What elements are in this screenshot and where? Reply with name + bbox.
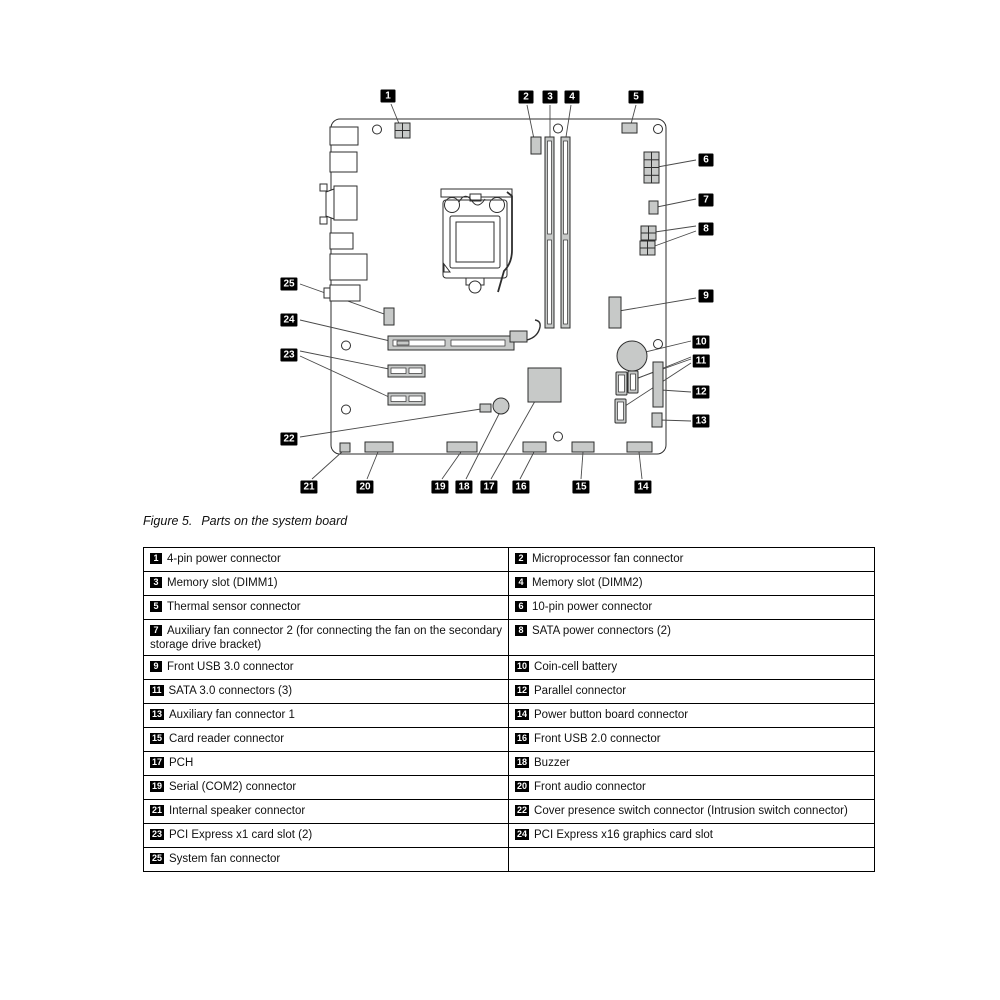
part-label: SATA power connectors (2) xyxy=(532,625,671,637)
part-cell xyxy=(144,680,509,704)
part-label: Cover presence switch connector (Intrusion switch connector) xyxy=(534,805,848,817)
part-number-badge: 18 xyxy=(517,757,528,767)
table-row xyxy=(144,656,875,680)
callout-15: 15 xyxy=(572,481,589,494)
part-label: PCI Express x16 graphics card slot xyxy=(534,829,713,841)
callout-13: 13 xyxy=(692,415,709,428)
part-cell xyxy=(144,596,509,620)
part-cell xyxy=(144,656,509,680)
part-label: Front audio connector xyxy=(534,781,646,793)
part-number-badge: 1 xyxy=(150,553,162,564)
part-number-badge: 4 xyxy=(515,577,527,588)
callout-25: 25 xyxy=(280,278,297,291)
callout-6: 6 xyxy=(699,154,714,167)
part-label: Coin-cell battery xyxy=(534,661,618,673)
part-label: Memory slot (DIMM1) xyxy=(167,577,278,589)
part-cell xyxy=(509,704,875,728)
callout-21: 21 xyxy=(300,481,317,494)
callout-3: 3 xyxy=(543,91,558,104)
part-cell xyxy=(509,548,875,572)
callout-9: 9 xyxy=(699,290,714,303)
callout-11: 11 xyxy=(693,355,710,368)
callout-19: 19 xyxy=(431,481,448,494)
table-row xyxy=(144,572,875,596)
callout-23: 23 xyxy=(280,349,297,362)
callout-5: 5 xyxy=(629,91,644,104)
callout-18: 18 xyxy=(455,481,472,494)
part-number-badge: 23 xyxy=(152,829,163,839)
part-number-badge: 17 xyxy=(152,757,163,767)
table-row xyxy=(144,596,875,620)
table-row xyxy=(144,620,875,656)
part-cell xyxy=(509,800,875,824)
part-label: Power button board connector xyxy=(534,709,689,721)
part-cell xyxy=(144,824,509,848)
part-cell xyxy=(509,752,875,776)
part-number-badge: 19 xyxy=(152,781,163,791)
part-label: Auxiliary fan connector 2 (for connecting the fan on the secondary storage drive bracket) xyxy=(150,625,502,651)
part-number-badge: 21 xyxy=(152,805,163,815)
part-cell xyxy=(509,824,875,848)
table-row xyxy=(144,704,875,728)
table-row xyxy=(144,824,875,848)
callout-4: 4 xyxy=(565,91,580,104)
part-cell xyxy=(509,680,875,704)
part-label: Buzzer xyxy=(534,757,570,769)
callout-22: 22 xyxy=(280,433,297,446)
figure-title: Parts on the system board xyxy=(201,514,348,528)
part-number-badge: 15 xyxy=(152,733,163,743)
part-cell xyxy=(509,728,875,752)
callout-17: 17 xyxy=(480,481,497,494)
part-cell xyxy=(509,776,875,800)
figure-number: Figure 5. xyxy=(143,514,193,528)
parts-table xyxy=(143,547,875,872)
table-row xyxy=(144,728,875,752)
part-number-badge: 25 xyxy=(152,853,163,863)
part-label: 4-pin power connector xyxy=(167,553,281,565)
part-number-badge: 22 xyxy=(517,805,528,815)
callout-10: 10 xyxy=(692,336,709,349)
part-cell xyxy=(144,776,509,800)
parts-table-body xyxy=(144,548,875,872)
part-number-badge: 5 xyxy=(150,601,162,612)
part-label: Memory slot (DIMM2) xyxy=(532,577,643,589)
part-label: Card reader connector xyxy=(169,733,285,745)
part-number-badge: 9 xyxy=(150,661,162,672)
part-label: Front USB 3.0 connector xyxy=(167,661,294,673)
table-row xyxy=(144,680,875,704)
part-cell xyxy=(144,572,509,596)
part-number-badge: 16 xyxy=(517,733,528,743)
part-cell xyxy=(144,848,509,872)
part-number-badge: 24 xyxy=(517,829,528,839)
callout-12: 12 xyxy=(692,386,709,399)
part-cell xyxy=(509,572,875,596)
table-row xyxy=(144,548,875,572)
callout-7: 7 xyxy=(699,194,714,207)
part-number-badge: 3 xyxy=(150,577,162,588)
callout-14: 14 xyxy=(634,481,651,494)
part-cell xyxy=(144,548,509,572)
part-number-badge: 14 xyxy=(517,709,528,719)
part-number-badge: 7 xyxy=(150,625,162,636)
part-label: PCI Express x1 card slot (2) xyxy=(169,829,313,841)
table-row xyxy=(144,800,875,824)
part-cell xyxy=(509,596,875,620)
part-label: Serial (COM2) connector xyxy=(169,781,297,793)
part-label: Parallel connector xyxy=(534,685,627,697)
part-number-badge: 10 xyxy=(517,661,528,671)
table-row xyxy=(144,776,875,800)
table-row xyxy=(144,752,875,776)
part-cell xyxy=(509,620,875,656)
part-label: Front USB 2.0 connector xyxy=(534,733,661,745)
callout-20: 20 xyxy=(356,481,373,494)
part-number-badge: 8 xyxy=(515,625,527,636)
part-label: 10-pin power connector xyxy=(532,601,653,613)
figure-caption xyxy=(143,514,347,528)
part-number-badge: 2 xyxy=(515,553,527,564)
part-number-badge: 11 xyxy=(152,685,162,695)
part-label: Internal speaker connector xyxy=(169,805,306,817)
part-label: Microprocessor fan connector xyxy=(532,553,684,565)
table-row xyxy=(144,848,875,872)
part-cell xyxy=(144,704,509,728)
part-cell xyxy=(144,800,509,824)
callout-24: 24 xyxy=(280,314,297,327)
callout-2: 2 xyxy=(519,91,534,104)
part-label: Auxiliary fan connector 1 xyxy=(169,709,295,721)
part-label: SATA 3.0 connectors (3) xyxy=(168,685,293,697)
callout-8: 8 xyxy=(699,223,714,236)
part-label: Thermal sensor connector xyxy=(167,601,301,613)
part-cell xyxy=(144,728,509,752)
part-number-badge: 20 xyxy=(517,781,528,791)
callout-16: 16 xyxy=(512,481,529,494)
part-cell xyxy=(144,752,509,776)
part-cell xyxy=(144,620,509,656)
part-label: PCH xyxy=(169,757,194,769)
part-number-badge: 13 xyxy=(152,709,163,719)
part-label: System fan connector xyxy=(169,853,281,865)
part-number-badge: 12 xyxy=(517,685,528,695)
part-cell xyxy=(509,848,875,872)
part-number-badge: 6 xyxy=(515,601,527,612)
callout-1: 1 xyxy=(381,90,396,103)
part-cell xyxy=(509,656,875,680)
